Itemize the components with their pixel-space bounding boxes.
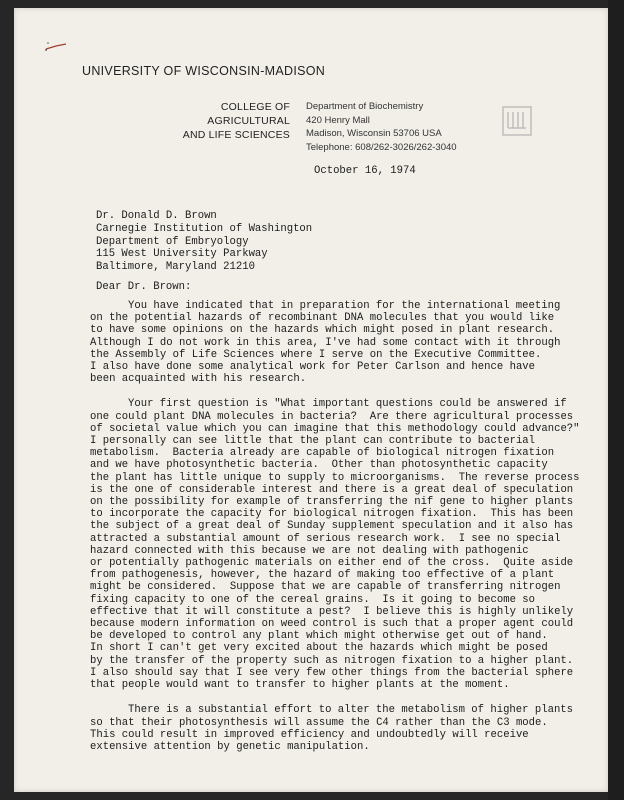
body-line: be developed to control any plant which might otherwise get out of hand. bbox=[90, 630, 548, 643]
college-line-2: AND LIFE SCIENCES bbox=[182, 129, 290, 141]
letter-body bbox=[90, 300, 580, 766]
body-line: been acquainted with his research. bbox=[90, 373, 307, 386]
body-line: effective that it will constitute a pest? I believe this is highly unlikely bbox=[90, 605, 574, 618]
department-address bbox=[306, 100, 457, 154]
body-line: by the transfer of the property such as nitrogen fixation to a higher plant. bbox=[90, 654, 574, 667]
salutation: Dear Dr. Brown: bbox=[96, 281, 192, 293]
body-line: the Assembly of Life Sciences where I serve on the Executive Committee. bbox=[90, 348, 542, 361]
university-seal-watermark bbox=[500, 104, 534, 138]
body-line: to incorporate the capacity for biological nitrogen fixation. This has been bbox=[90, 508, 574, 521]
college-name bbox=[140, 100, 290, 142]
scanner-edge bbox=[608, 0, 624, 800]
body-line: I also have done some analytical work for Peter Carlson and hence have bbox=[90, 361, 536, 374]
body-line: This could result in improved efficiency and undoubtedly will receive bbox=[90, 728, 529, 741]
recipient-line: 115 West University Parkway bbox=[96, 248, 268, 261]
body-line: on the possibility for example of transferring the nif gene to higher plants bbox=[90, 496, 574, 509]
body-line: fixing capacity to one of the cereal grains. Is it going to become so bbox=[90, 593, 536, 606]
body-line: one could plant DNA molecules in bacteria? Are there agricultural processes bbox=[90, 410, 574, 423]
body-line: the subject of a great deal of Sunday supplement speculation and it also has bbox=[90, 520, 574, 533]
body-line: attracted a substantial amount of serious research work. I see no special bbox=[90, 532, 561, 545]
body-line: and we have photosynthetic bacteria. Other than photosynthetic capacity bbox=[90, 459, 548, 472]
body-line: the plant has little unique to supply to microorganisms. The reverse process bbox=[90, 471, 580, 484]
body-line: Your first question is "What important questions could be answered if bbox=[128, 398, 567, 411]
body-line: metabolism. Bacteria already are capable of biological nitrogen fixation bbox=[90, 447, 555, 460]
recipient-line: Baltimore, Maryland 21210 bbox=[96, 261, 255, 274]
dept-line: 420 Henry Mall bbox=[306, 114, 370, 126]
body-paragraph bbox=[90, 300, 580, 385]
recipient-line: Department of Embryology bbox=[96, 235, 249, 248]
body-line: to have some opinions on the hazards which might posed in plant research. bbox=[90, 324, 555, 337]
body-line: so that their photosynthesis will assume the C4 rather than the C3 mode. bbox=[90, 716, 548, 729]
college-line-1: COLLEGE OF AGRICULTURAL bbox=[207, 101, 290, 127]
body-line: because modern information on weed control is such that a proper agent could bbox=[90, 618, 574, 631]
university-name: UNIVERSITY OF WISCONSIN-MADISON bbox=[82, 64, 326, 78]
body-line: I also should say that I see very few other things from the bacterial sphere bbox=[90, 666, 574, 679]
recipient-line: Carnegie Institution of Washington bbox=[96, 222, 313, 235]
body-line: extensive attention by genetic manipulation. bbox=[90, 740, 370, 753]
body-line: from pathogenesis, however, the hazard of making too effective of a plant bbox=[90, 569, 555, 582]
recipient-line: Dr. Donald D. Brown bbox=[96, 210, 217, 222]
body-line: is the one of considerable interest and there is a great deal of speculation bbox=[90, 483, 574, 496]
body-line: hazard connected with this because we are not dealing with pathogenic bbox=[90, 544, 529, 557]
body-line: Although I do not work in this area, I've had some contact with it through bbox=[90, 336, 561, 349]
body-line: that people would want to transfer to higher plants at the moment. bbox=[90, 679, 510, 692]
ink-mark bbox=[44, 40, 72, 52]
body-line: In short I can't get very excited about the hazards which might be posed bbox=[90, 642, 548, 655]
body-paragraph bbox=[90, 398, 580, 691]
body-line: of societal value which you can imagine that this methodology could advance?" bbox=[90, 422, 580, 435]
body-line: might be considered. Suppose that we are capable of transferring nitrogen bbox=[90, 581, 561, 594]
body-line: on the potential hazards of recombinant DNA molecules that you would like bbox=[90, 312, 555, 325]
body-line: You have indicated that in preparation for the international meeting bbox=[128, 300, 561, 312]
body-line: I personally can see little that the plant can contribute to bacterial bbox=[90, 435, 536, 448]
dept-line: Madison, Wisconsin 53706 USA bbox=[306, 128, 442, 139]
letter-date: October 16, 1974 bbox=[314, 165, 416, 177]
body-paragraph bbox=[90, 704, 580, 753]
dept-line: Telephone: 608/262-3026/262-3040 bbox=[306, 141, 457, 153]
body-line: or potentially pathogenic materials on either end of the cross. Quite aside bbox=[90, 557, 574, 570]
body-line: There is a substantial effort to alter the metabolism of higher plants bbox=[128, 704, 574, 717]
recipient-address bbox=[96, 210, 312, 274]
dept-line: Department of Biochemistry bbox=[306, 101, 424, 112]
